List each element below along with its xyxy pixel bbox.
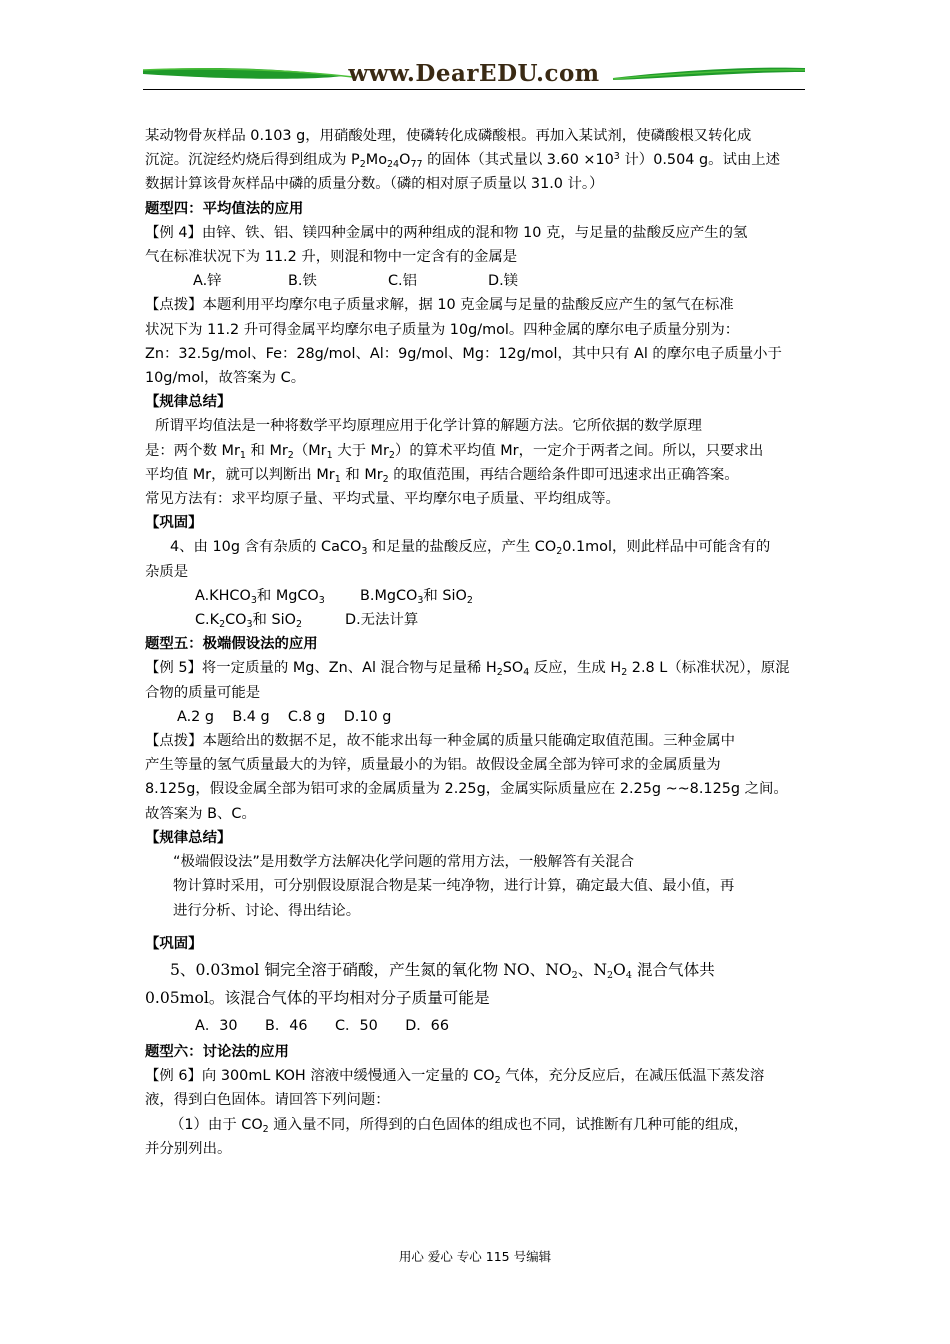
- section-heading: 题型五：极端假设法的应用: [145, 636, 318, 653]
- header-banner: [143, 58, 805, 92]
- text-line: 故答案为 B、C。: [145, 805, 256, 822]
- section-heading: 题型六：讨论法的应用: [145, 1043, 289, 1060]
- text-line: 沉淀。沉淀经灼烧后得到组成为 $P_2Mo_{24}O_{77}$ 的固体（其式量以 $3.60 \times 10^3$ 计）0.504 g。试由上述: [145, 151, 781, 171]
- text-line: 5、0.03mol 铜完全溶于硝酸，产生氮的氧化物 NO、$NO_2$、$N_2O_4$ 混合气体共: [170, 960, 715, 981]
- text-line: 并分别列出。: [145, 1140, 232, 1157]
- text-line: 【点拨】本题给出的数据不足，故不能求出每一种金属的质量只能确定取值范围。三种金属中: [145, 733, 736, 750]
- text-line: （1）由于 $CO_2$ 通入量不同，所得到的白色固体的组成也不同，试推断有几种可能的组成，: [170, 1116, 749, 1135]
- section-heading: 题型四：平均值法的应用: [145, 200, 304, 217]
- consolidate-title: 【巩固】: [145, 935, 203, 952]
- text-line: 0.05mol。该混合气体的平均相对分子质量可能是: [145, 988, 490, 1007]
- text-line: 【例 5】将一定质量的 Mg、Zn、Al 混合物与足量稀 $H_2SO_4$ 反应，生成 $H_2$ 2.8 L（标准状况），原混: [145, 660, 790, 679]
- text-line: 是：两个数 $Mr_1$ 和 $Mr_2(Mr_1$ 大于 $Mr_2$）的算术平均值 Mr，一定介于两者之间。所以，只要求出: [145, 442, 764, 461]
- answer-options: A.锌 B.铁 C.铝 D.镁: [193, 273, 519, 290]
- text-line: Zn：32.5g/mol、Fe：28g/mol、Al：9g/mol、Mg：12g/mol，其中只有 Al 的摩尔电子质量小于: [145, 345, 782, 362]
- text-line: 产生等量的氢气质量最大的为锌，质量最小的为铝。故假设金属全部为锌可求的金属质量为: [145, 757, 721, 774]
- text-line: 某动物骨灰样品 0.103 g，用硝酸处理，使磷转化成磷酸根。再加入某试剂，使磷酸根又转化成: [145, 128, 752, 144]
- document-body: [145, 124, 810, 1161]
- text-line: 杂质是: [145, 563, 189, 580]
- rule-summary-title: 【规律总结】: [145, 829, 232, 846]
- answer-options: $C.K_2CO_3$和 SiO$_2$ D.无法计算: [195, 612, 419, 631]
- text-line: 常见方法有：求平均原子量、平均式量、平均摩尔电子质量、平均组成等。: [145, 491, 620, 508]
- text-line: 【点拨】本题利用平均摩尔电子质量求解，据 10 克金属与足量的盐酸反应产生的氢气在标准: [145, 297, 734, 314]
- text-line: 平均值 Mr，就可以判断出 $Mr_1$ 和 $Mr_2$ 的取值范围，再结合题给条件即可迅速求出正确答案。: [145, 466, 739, 485]
- text-line: 液，得到白色固体。请回答下列问题：: [145, 1092, 390, 1109]
- text-line: 8.125g，假设金属全部为铝可求的金属质量为 2.25g，金属实际质量应在 2.25g ~~8.125g 之间。: [145, 781, 788, 798]
- header-divider: [143, 89, 805, 90]
- text-line: 4、由 10g 含有杂质的 CaCO$_3$ 和足量的盐酸反应，产生 $CO_20.1mol$，则此样品中可能含有的: [170, 539, 771, 558]
- text-line: 合物的质量可能是: [145, 684, 261, 701]
- text-line: 10g/mol，故答案为 C。: [145, 370, 306, 387]
- rule-summary-title: 【规律总结】: [145, 394, 232, 411]
- bullet-line: “极端假设法”是用数学方法解决化学问题的常用方法，一般解答有关混合: [173, 854, 635, 871]
- page-footer: 用心 爱心 专心 115 号编辑: [398, 1249, 552, 1264]
- text-line: 物计算时采用，可分别假设原混合物是某一纯净物，进行计算，确定最大值、最小值，再: [173, 878, 735, 895]
- text-line: 气在标准状况下为 11.2 升，则混和物中一定含有的金属是: [145, 249, 518, 266]
- answer-options: A．30 B．46 C．50 D．66: [195, 1017, 449, 1034]
- answer-options: A.2 g B.4 g C.8 g D.10 g: [177, 708, 392, 725]
- text-line: 进行分析、讨论、得出结论。: [173, 902, 361, 919]
- text-line: 状况下为 11.2 升可得金属平均摩尔电子质量为 10g/mol。四种金属的摩尔电子质量分别为：: [145, 321, 740, 338]
- consolidate-title: 【巩固】: [145, 515, 203, 532]
- text-line: 数据计算该骨灰样品中磷的质量分数。（磷的相对原子质量以 31.0 计。）: [145, 176, 604, 193]
- site-logo: www.DearEDU.com: [348, 60, 600, 87]
- text-line: 所谓平均值法是一种将数学平均原理应用于化学计算的解题方法。它所依据的数学原理: [155, 418, 702, 435]
- text-line: 【例 4】由锌、铁、铝、镁四种金属中的两种组成的混和物 10 克，与足量的盐酸反应产生的氢: [145, 224, 748, 241]
- answer-options: $A.KHCO_3$和 MgCO$_3$ B.MgCO$_3$和 SiO$_2$: [195, 587, 473, 606]
- text-line: 【例 6】向 300mL KOH 溶液中缓慢通入一定量的 $CO_2$ 气体，充分反应后，在减压低温下蒸发溶: [145, 1068, 765, 1087]
